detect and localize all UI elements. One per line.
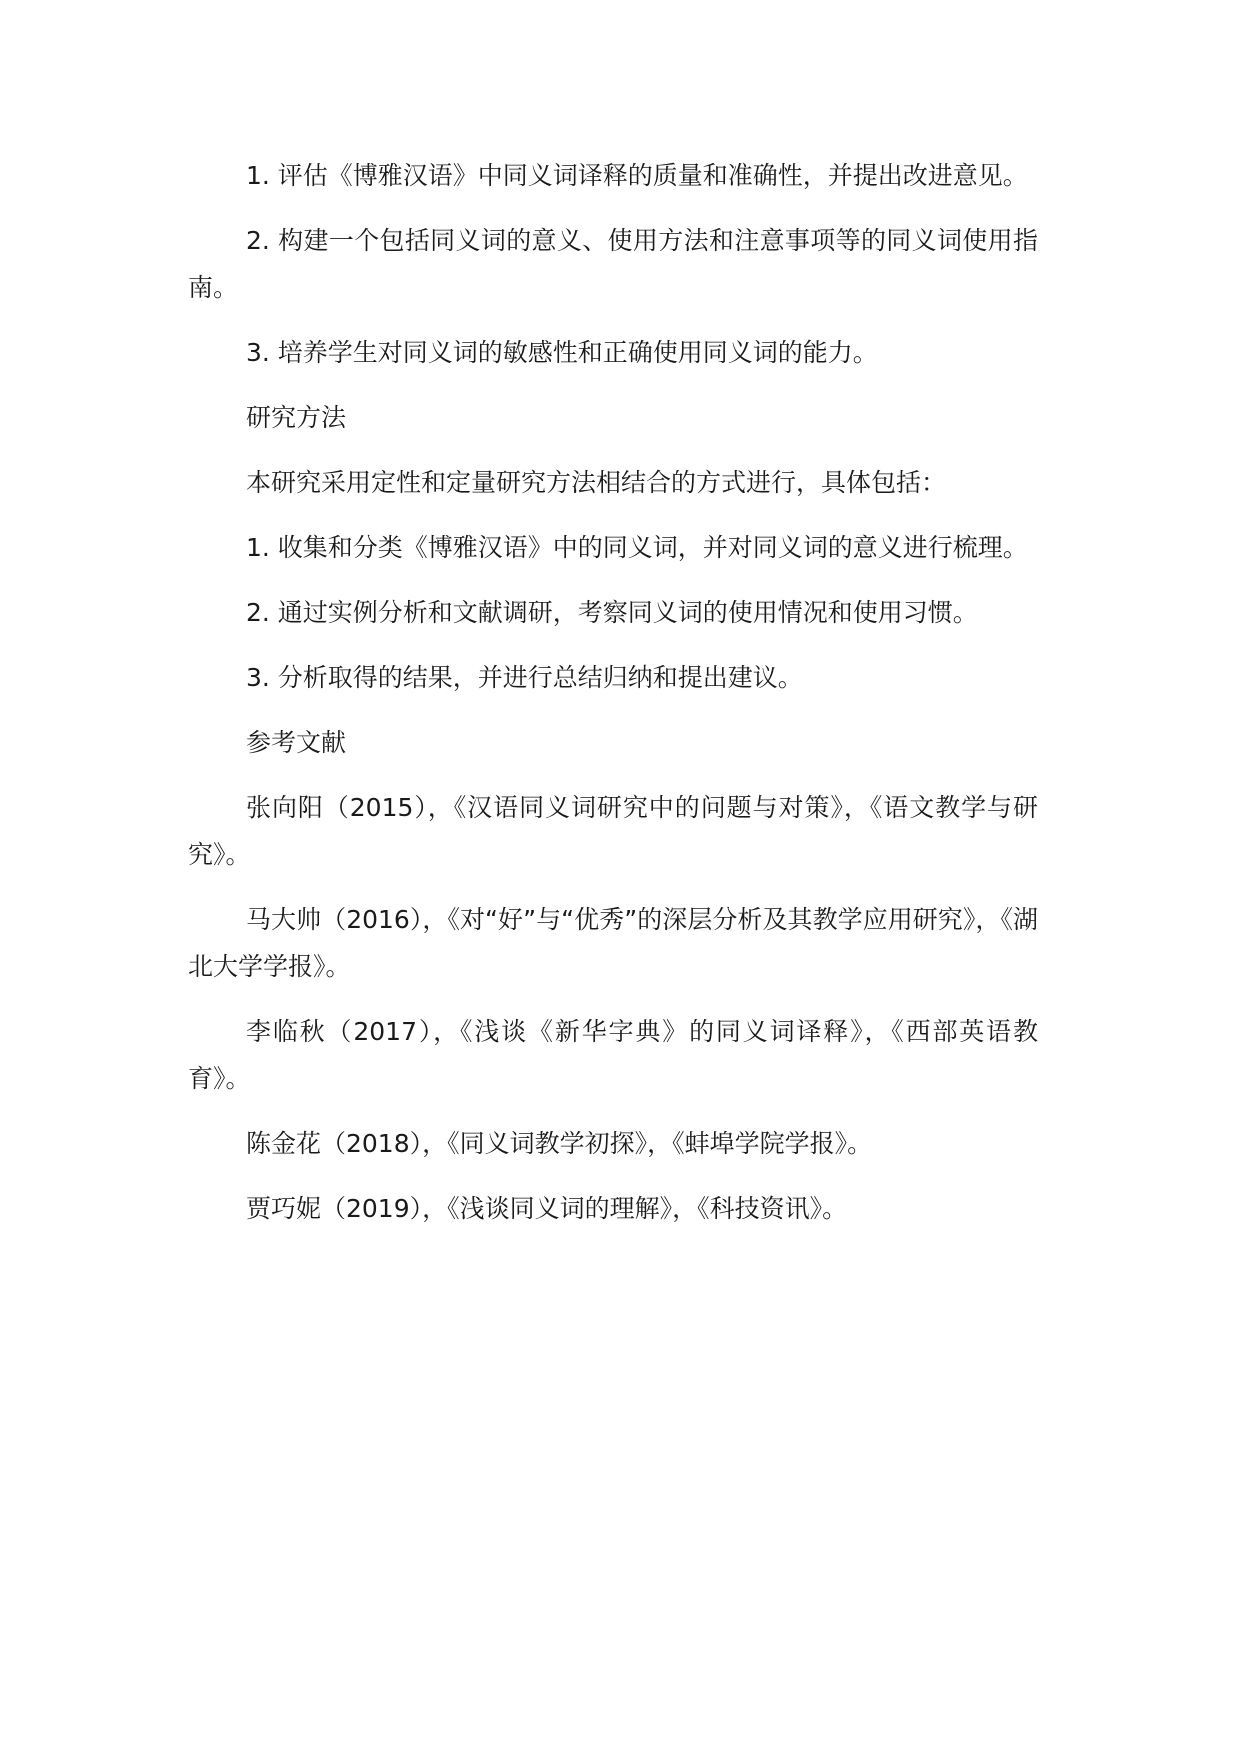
reference-item-2: 马大帅（2016），《对“好”与“优秀”的深层分析及其教学应用研究》，《湖北大学学报》。 [188, 905, 1038, 981]
reference-item-1: 张向阳（2015），《汉语同义词研究中的问题与对策》，《语文教学与研究》。 [188, 793, 1038, 869]
reference-item-3: 李临秋（2017），《浅谈《新华字典》的同义词译释》，《西部英语教育》。 [188, 1017, 1038, 1093]
reference-item-4: 陈金花（2018），《同义词教学初探》，《蚌埠学院学报》。 [246, 1129, 873, 1158]
methods-intro: 本研究采用定性和定量研究方法相结合的方式进行，具体包括： [246, 468, 947, 497]
objective-item-1: 1. 评估《博雅汉语》中同义词译释的质量和准确性，并提出改进意见。 [246, 161, 1028, 190]
reference-item-5: 贾巧妮（2019），《浅谈同义词的理解》，《科技资讯》。 [246, 1194, 848, 1223]
method-item-1: 1. 收集和分类《博雅汉语》中的同义词，并对同义词的意义进行梳理。 [246, 533, 1028, 562]
method-item-3: 3. 分析取得的结果，并进行总结归纳和提出建议。 [246, 663, 803, 692]
objective-item-3: 3. 培养学生对同义词的敏感性和正确使用同义词的能力。 [246, 338, 878, 367]
section-heading-references: 参考文献 [246, 728, 347, 757]
method-item-2: 2. 通过实例分析和文献调研，考察同义词的使用情况和使用习惯。 [246, 598, 978, 627]
objective-item-2: 2. 构建一个包括同义词的意义、使用方法和注意事项等的同义词使用指南。 [188, 226, 1038, 302]
section-heading-methods: 研究方法 [246, 403, 347, 432]
document-body [188, 152, 1038, 1250]
